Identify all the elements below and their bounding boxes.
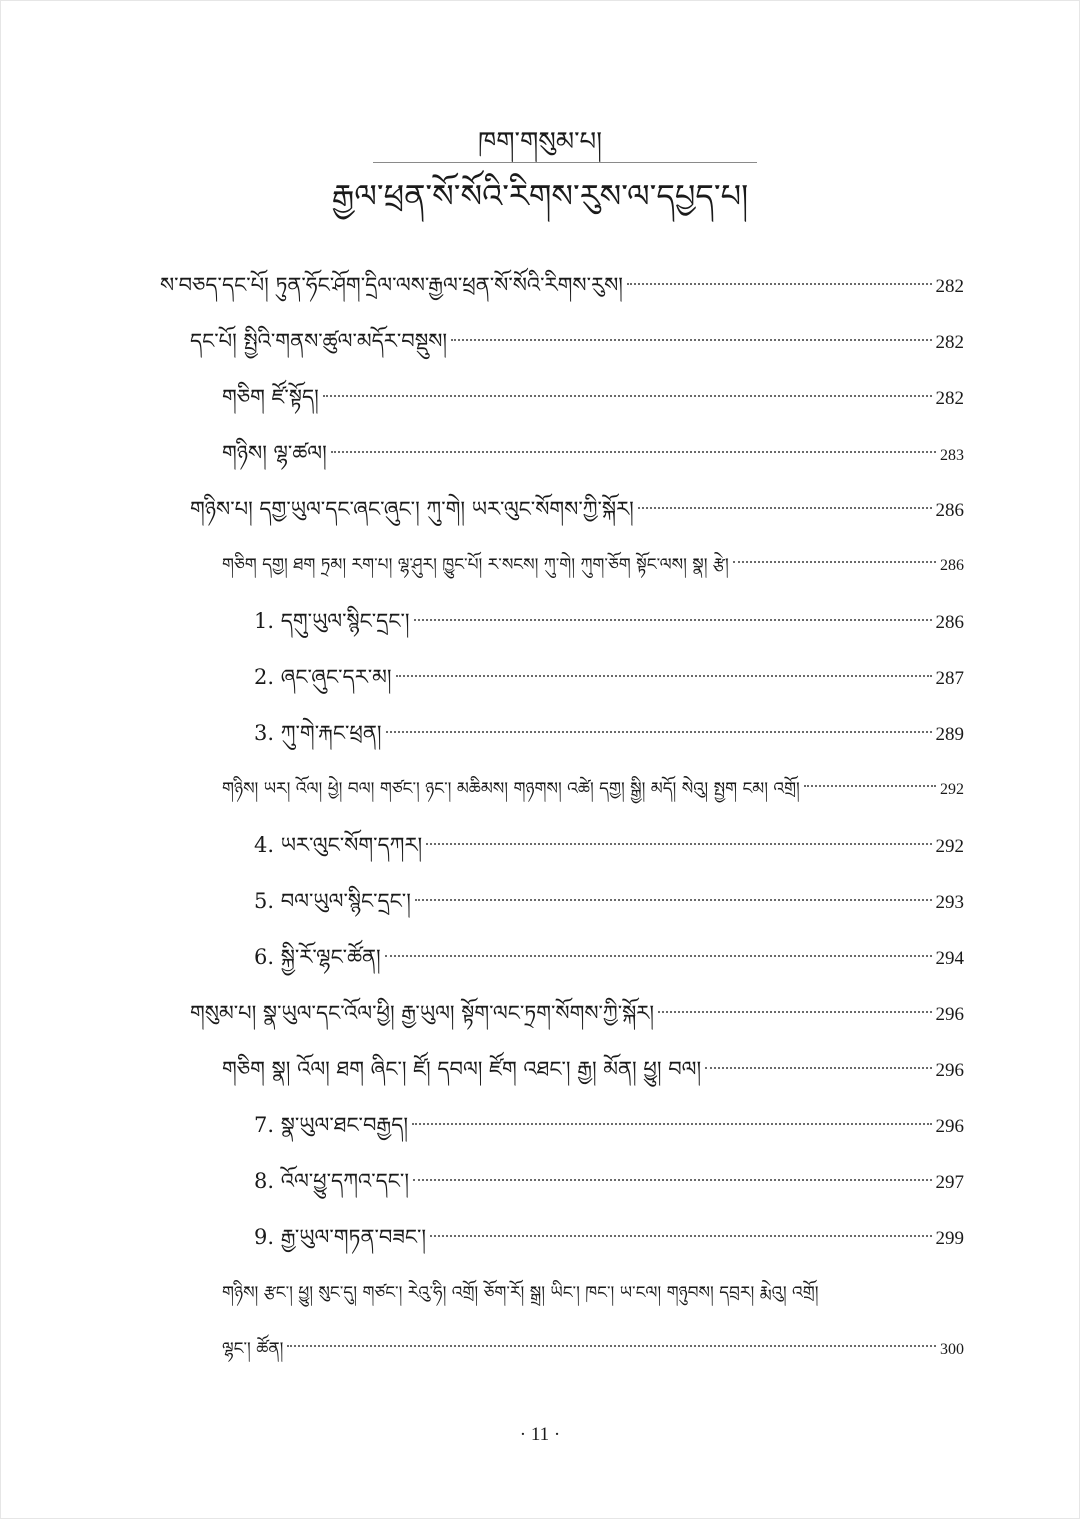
toc-entry-label: དང་པོ། སྤྱིའི་གནས་ཚུལ་མདོར་བསྡུས།	[190, 329, 448, 353]
toc-entry-label: 5. བལ་ཡུལ་སྙིང་དྲང་།	[254, 889, 411, 913]
toc-entry-wrapped-continuation[interactable]	[222, 1331, 964, 1367]
toc-entry-page: 286	[940, 557, 964, 574]
toc-entry[interactable]	[254, 939, 964, 975]
toc-leader-dots	[804, 785, 936, 787]
toc-leader-dots	[386, 731, 932, 733]
chapter-title: རྒྱལ་ཕྲན་སོ་སོའི་རིགས་རུས་ལ་དཔྱད་པ།	[331, 177, 749, 215]
toc-entry-label: གཉིས། རྩང་། ཕྱུ། སུང་དུ། གཙང་། རེའུ་ཧི། འགྲོ། ཅོག་རོ། སྒྲ། ཡིང་། ཁང་། ཡ་ངལ། གཉུབས། དབྲར། རྨེའུ། འགྲོ།	[222, 1283, 819, 1303]
toc-entry[interactable]	[222, 771, 964, 807]
toc-entry-page: 282	[935, 276, 964, 297]
toc-entry-page: 296	[935, 1060, 964, 1081]
toc-entry-wrapped-first-line[interactable]	[222, 1275, 964, 1311]
toc-entry[interactable]	[222, 547, 964, 583]
toc-entry-page: 287	[935, 668, 964, 689]
toc-entry-label: 3. ཀུ་གེ་རྐང་ཕྲན།	[254, 721, 382, 745]
toc-leader-dots	[385, 955, 932, 957]
toc-entry[interactable]	[190, 323, 964, 359]
toc-entry-page: 296	[935, 1116, 964, 1137]
toc-leader-dots	[323, 395, 932, 397]
toc-entry[interactable]	[254, 659, 964, 695]
page-number: · 11 ·	[519, 1424, 561, 1445]
toc-entry-page: 296	[935, 1004, 964, 1025]
toc-leader-dots	[451, 339, 931, 341]
toc-entry-page: 294	[935, 948, 964, 969]
toc-entry[interactable]	[222, 435, 964, 471]
toc-entry-page: 293	[935, 892, 964, 913]
toc-entry-page: 292	[940, 781, 964, 798]
toc-entry[interactable]	[222, 1051, 964, 1087]
toc-entry-label: 9. རྒྱ་ཡུལ་གཏན་བཟང་།	[254, 1225, 427, 1249]
toc-leader-dots	[415, 899, 932, 901]
toc-leader-dots	[638, 507, 932, 509]
toc-leader-dots	[414, 619, 932, 621]
toc-entry-label: 7. སྣ་ཡུལ་ཐང་བརྒྱད།	[254, 1113, 409, 1137]
toc-entry[interactable]	[254, 883, 964, 919]
toc-entry-label: གཉིས། ཡར། འོལ། ཕྱེ། བལ། གཙང་། ཉང་། མཆིམས། གཉགས། འཚེ། དགྱ། སྒྱི། མདོ། སེའུ། སྤྱག ངམ། འགྲོ།	[222, 779, 800, 799]
toc-entry-page: 282	[935, 388, 964, 409]
toc-entry-page: 299	[935, 1228, 964, 1249]
toc-entry-label: 6. སྐྱི་རོ་ལྷང་ཚོན།	[254, 945, 381, 969]
toc-leader-dots	[430, 1235, 931, 1237]
toc-entry[interactable]	[254, 1219, 964, 1255]
toc-entry-page: 300	[940, 1341, 964, 1358]
toc-entry[interactable]	[254, 827, 964, 863]
toc-leader-dots	[413, 1179, 932, 1181]
toc-entry-label: གཅིག སྣ། འོལ། ཐག ཞིང་། ཛོ། དབལ། ཛོག འཐང་། རྒྱ། མོན། ཕྱུ། བལ།	[222, 1057, 702, 1081]
toc-entry-label: གཉིས། ལྷ་ཚལ།	[222, 441, 327, 465]
toc-entry[interactable]	[254, 715, 964, 751]
toc-entry-label: གཉིས་པ། དགྱ་ཡུལ་དང་ཞང་ཞུང་། ཀུ་གེ། ཡར་ལུང་སོགས་ཀྱི་སྐོར།	[190, 497, 634, 521]
toc-entry-label: 8. འོལ་ཕྱུ་དཀའ་དང་།	[254, 1169, 409, 1193]
title-divider	[373, 162, 757, 163]
toc-entry-label: 1. དགུ་ཡུལ་སྙིང་དྲང་།	[254, 609, 410, 633]
toc-entry[interactable]	[190, 491, 964, 527]
toc-entry-label: 4. ཡར་ལུང་སོག་དཀར།	[254, 833, 423, 857]
toc-entry-label: གཅིག དགྱ། ཐག ཏྲམ། རག་པ། ལྷ་ཤུར། ཁྱུང་པོ། ར་སངས། ཀུ་གེ། ཀུག་ཅོག སྟོང་ལས། སྣ། རྩེ།	[222, 555, 729, 575]
toc-entry-label: ས་བཅད་དང་པོ། ཏུན་ཧོང་ཤོག་དྲིལ་ལས་རྒྱལ་ཕྲན་སོ་སོའི་རིགས་རུས།	[160, 273, 623, 297]
toc-entry-label: ལྷང་། ཚོན།	[222, 1339, 284, 1359]
toc-entry-page: 289	[935, 724, 964, 745]
toc-leader-dots	[426, 843, 931, 845]
toc-entry-page: 286	[935, 612, 964, 633]
toc-leader-dots	[331, 451, 936, 453]
toc-entry-label: 2. ཞང་ཞུང་དར་མ།	[254, 665, 392, 689]
toc-leader-dots	[287, 1345, 936, 1347]
toc-entry[interactable]	[222, 379, 964, 415]
chapter-label: ཁག་གསུམ་པ།	[478, 127, 602, 157]
toc-entry[interactable]	[254, 1107, 964, 1143]
toc-entry[interactable]	[254, 1163, 964, 1199]
toc-leader-dots	[412, 1123, 931, 1125]
toc-entry[interactable]	[254, 603, 964, 639]
toc-leader-dots	[733, 561, 936, 563]
toc-leader-dots	[705, 1067, 931, 1069]
toc-entry-page: 282	[935, 332, 964, 353]
toc-entry-page: 286	[935, 500, 964, 521]
toc-entry-label: གཅིག ཛོ་སྟོད།	[222, 385, 319, 409]
toc-entry-page: 292	[935, 836, 964, 857]
toc-leader-dots	[396, 675, 932, 677]
toc-entry-page: 297	[935, 1172, 964, 1193]
toc-entry-page: 283	[940, 447, 964, 464]
toc-leader-dots	[627, 283, 932, 285]
toc-entry[interactable]	[190, 995, 964, 1031]
toc-leader-dots	[658, 1011, 931, 1013]
toc-entry[interactable]	[160, 267, 964, 303]
toc-entry-label: གསུམ་པ། སྣ་ཡུལ་དང་འོལ་ཕྱི། རྒྱ་ཡུལ། སྟོག་ལང་ཏྲག་སོགས་ཀྱི་སྐོར།	[190, 1001, 655, 1025]
